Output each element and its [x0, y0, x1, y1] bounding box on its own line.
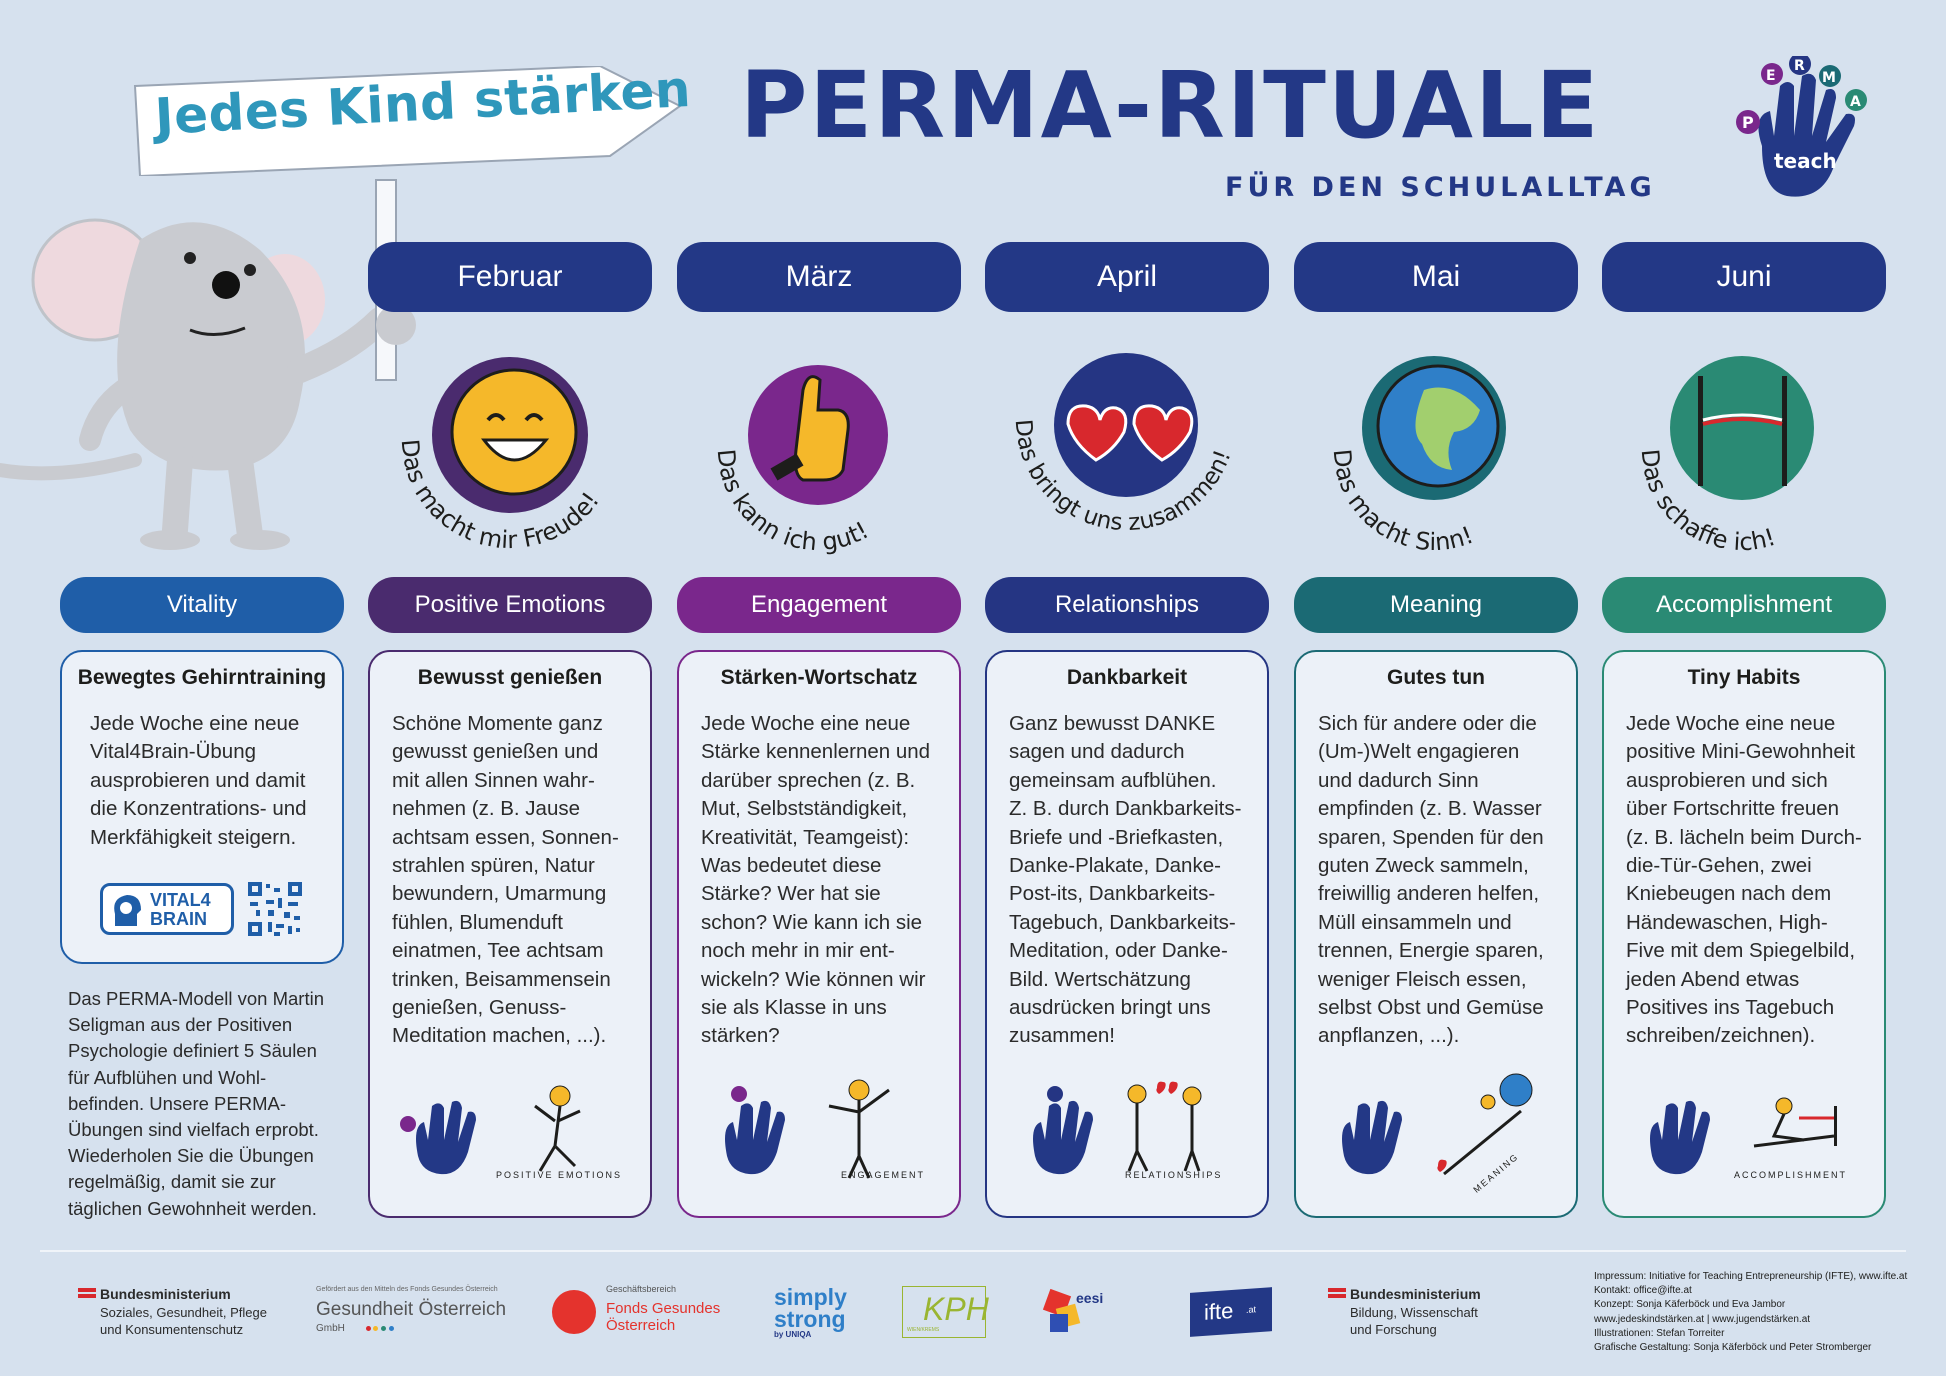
goeg-name: Gesundheit Österreich — [316, 1299, 507, 1320]
perma-intro-text: Das PERMA-Modell von Martin Seligman aus der Positiven Psychologie definiert 5 Säulen für Aufblühen und Wohl- befinden. Unsere PERMA- Übungen sind vielfach erprobt. Wiederholen Sie die Übungen regelmäßig, damit sie zur täglichen Gewohnheit werden. — [68, 988, 324, 1219]
hand-and-figure-illustration — [699, 1066, 943, 1186]
simply-line2: strong — [774, 1306, 846, 1332]
head-brain-icon — [109, 892, 143, 928]
card-title: Tiny Habits — [1687, 666, 1801, 689]
bmbwf-title: Bundesministerium — [1350, 1286, 1481, 1302]
month-april: April — [985, 242, 1269, 312]
pillar-accomplishment: Accomplishment — [1602, 577, 1886, 633]
pillar-positive-emotions: Positive Emotions — [368, 577, 652, 633]
card-title: Gutes tun — [1387, 666, 1485, 689]
hand-and-figure-illustration — [390, 1066, 634, 1186]
badge-caption-kann-ich: Das kann ich gut! — [711, 447, 874, 557]
simply-strong-logo — [774, 1286, 847, 1339]
logo-letter-a: A — [1850, 94, 1861, 110]
page-title: PERMA-RITUALE — [740, 52, 1601, 159]
card-title: Bewegtes Gehirntraining — [77, 666, 327, 689]
month-mai: Mai — [1294, 242, 1578, 312]
illustration-caption: RELATIONSHIPS — [1125, 1170, 1223, 1180]
card-body: Jede Woche eine neue Stärke kennenlernen und darüber sprechen (z. B. Mut, Selbstständigkeit, Kreativität, Teamgeist): Was bedeutet diese Stärke? Wer hat sie schon? Wie kann ich sie noch mehr in mir ent- wickeln? Wie können wir sie als Klasse in uns stärken? — [701, 712, 931, 1048]
illustration-caption: MEANING — [1471, 1151, 1521, 1195]
card-body: Schöne Momente ganz gewusst genießen und mit allen Sinnen wahr- nehmen (z. B. Jause achtsam essen, Sonnen- strahlen spüren, Natur bewundern, Umarmung fühlen, Blumenduft einatmen, Tee achtsam trinken, Beisammensein genießen, Genuss- Meditation machen, ...). — [392, 712, 619, 1048]
logo-letter-p: P — [1742, 113, 1754, 132]
eesi-name: eesi — [1076, 1290, 1104, 1306]
month-maerz: März — [677, 242, 961, 312]
badge-caption-zusammen: Das bringt uns zusammen! — [1009, 418, 1237, 537]
impressum: Impressum: Initiative for Teaching Entrepreneurship (IFTE), www.ifte.at Kontakt: office@ifte.at Konzept: Sonja Käferböck und Eva Jambor www.jedeskindstärken.at | www.jugendstärken.at Illustrationen: Stefan Torreiter Grafische Gestaltung: Sonja Käferböck und Peter Stromberger — [1594, 1271, 1908, 1354]
page-subtitle: FÜR DEN SCHULALLTAG — [1225, 172, 1656, 203]
kph-sub: WIEN/KREMS — [907, 1327, 940, 1333]
card-title: Dankbarkeit — [1066, 666, 1188, 689]
hand-and-figure-illustration — [1007, 1066, 1251, 1186]
card-engagement — [677, 650, 961, 1218]
bmsgpk-sub: Soziales, Gesundheit, Pflege und Konsumentenschutz — [100, 1305, 267, 1337]
smiley-icon — [452, 370, 576, 494]
card-meaning — [1294, 650, 1578, 1218]
logo-word: teach — [1774, 149, 1837, 173]
badge-schaffe — [1612, 340, 1872, 560]
badge-sinn — [1304, 340, 1564, 560]
hand-and-figure-illustration — [1624, 1066, 1868, 1186]
pillar-vitality: Vitality — [60, 577, 344, 633]
sign-text: Jedes Kind stärken — [153, 59, 693, 146]
ifte-suffix: .at — [1246, 1304, 1257, 1315]
hand-and-figure-illustration — [1316, 1066, 1560, 1186]
perma-teach-logo — [1722, 56, 1882, 206]
pillar-engagement: Engagement — [677, 577, 961, 633]
badge-caption-schaffe: Das schaffe ich! — [1635, 447, 1779, 557]
qr-code — [248, 882, 302, 936]
vital4brain-line2: BRAIN — [150, 909, 207, 929]
card-body: Ganz bewusst DANKE sagen und dadurch gemeinsam aufblühen. Z. B. durch Dankbarkeits- Briefe und -Briefkasten, Danke-Plakate, Danke- Post-its, Dankbarkeits- Tagebuch, Dankbarkeits- Meditation, oder Danke- Bild. Wertschätzung ausdrücken bringt uns zusammen! — [1009, 712, 1242, 1048]
kph-logo — [902, 1286, 989, 1338]
kph-name: KPH — [923, 1291, 989, 1327]
bmbwf-sub: Bildung, Wissenschaft und Forschung — [1350, 1305, 1478, 1337]
illustration-caption: ACCOMPLISHMENT — [1734, 1170, 1848, 1180]
logo-letter-m: M — [1822, 70, 1836, 86]
month-juni: Juni — [1602, 242, 1886, 312]
illustration-caption: POSITIVE EMOTIONS — [496, 1170, 623, 1180]
badge-caption-sinn: Das macht Sinn! — [1327, 447, 1478, 557]
goeg-gmbh: GmbH — [316, 1323, 345, 1334]
simply-sub: by UNIQA — [774, 1330, 812, 1339]
logo-letter-r: R — [1794, 58, 1805, 74]
globe-icon — [1378, 366, 1498, 486]
mouse-mascot-illustration — [0, 140, 420, 560]
pillar-relationships: Relationships — [985, 577, 1269, 633]
ifte-logo — [1190, 1287, 1272, 1337]
badge-kann-ich — [688, 340, 948, 560]
vital4brain-line1: VITAL4 — [150, 890, 211, 910]
badge-caption-freude: Das macht mir Freude! — [395, 438, 605, 555]
pillar-meaning: Meaning — [1294, 577, 1578, 633]
month-februar: Februar — [368, 242, 652, 312]
goeg-logo — [316, 1286, 506, 1334]
card-body: Jede Woche eine neue positive Mini-Gewohnheit ausprobieren und sich über Fortschritte freuen (z. B. lächeln beim Durch- die-Tür-Gehen, zwei Kniebeugen nach dem Händewaschen, High- Five mit dem Spiegelbild, jeden Abend etwas Positives ins Tagebuch schreiben/zeichnen). — [1626, 712, 1862, 1048]
card-accomplishment — [1602, 650, 1886, 1218]
bmsgpk-title: Bundesministerium — [100, 1286, 231, 1302]
illustration-caption: ENGAGEMENT — [841, 1170, 926, 1180]
footer-divider — [40, 1250, 1906, 1252]
logo-letter-e: E — [1766, 68, 1776, 84]
card-positive-emotions — [368, 650, 652, 1218]
card-relationships — [985, 650, 1269, 1218]
card-title: Stärken-Wortschatz — [720, 666, 918, 689]
badge-zusammen — [996, 340, 1256, 560]
fgoe-name: Fonds Gesundes Österreich — [606, 1300, 721, 1334]
card-body: Jede Woche eine neue Vital4Brain-Übung ausprobieren und damit die Konzentrations- und Merkfähigkeit steigern. — [90, 712, 307, 849]
fgoe-small: Geschäftsbereich — [606, 1284, 677, 1294]
ifte-name: ifte — [1204, 1297, 1234, 1325]
vital4brain-logo — [100, 883, 234, 935]
goeg-small: Gefördert aus den Mitteln des Fonds Gesundes Österreich — [316, 1286, 498, 1293]
badge-freude — [380, 340, 640, 560]
card-body: Sich für andere oder die (Um-)Welt engagieren und dadurch Sinn empfinden (z. B. Wasser sparen, Spenden für den guten Zweck sammeln, freiwillig anderen helfen, Müll einsammeln und trennen, Energie sparen, weniger Fleisch essen, selbst Obst und Gemüse anpflanzen, ...). — [1318, 712, 1544, 1048]
card-title: Bewusst genießen — [417, 666, 603, 689]
simply-line1: simply — [774, 1284, 847, 1310]
